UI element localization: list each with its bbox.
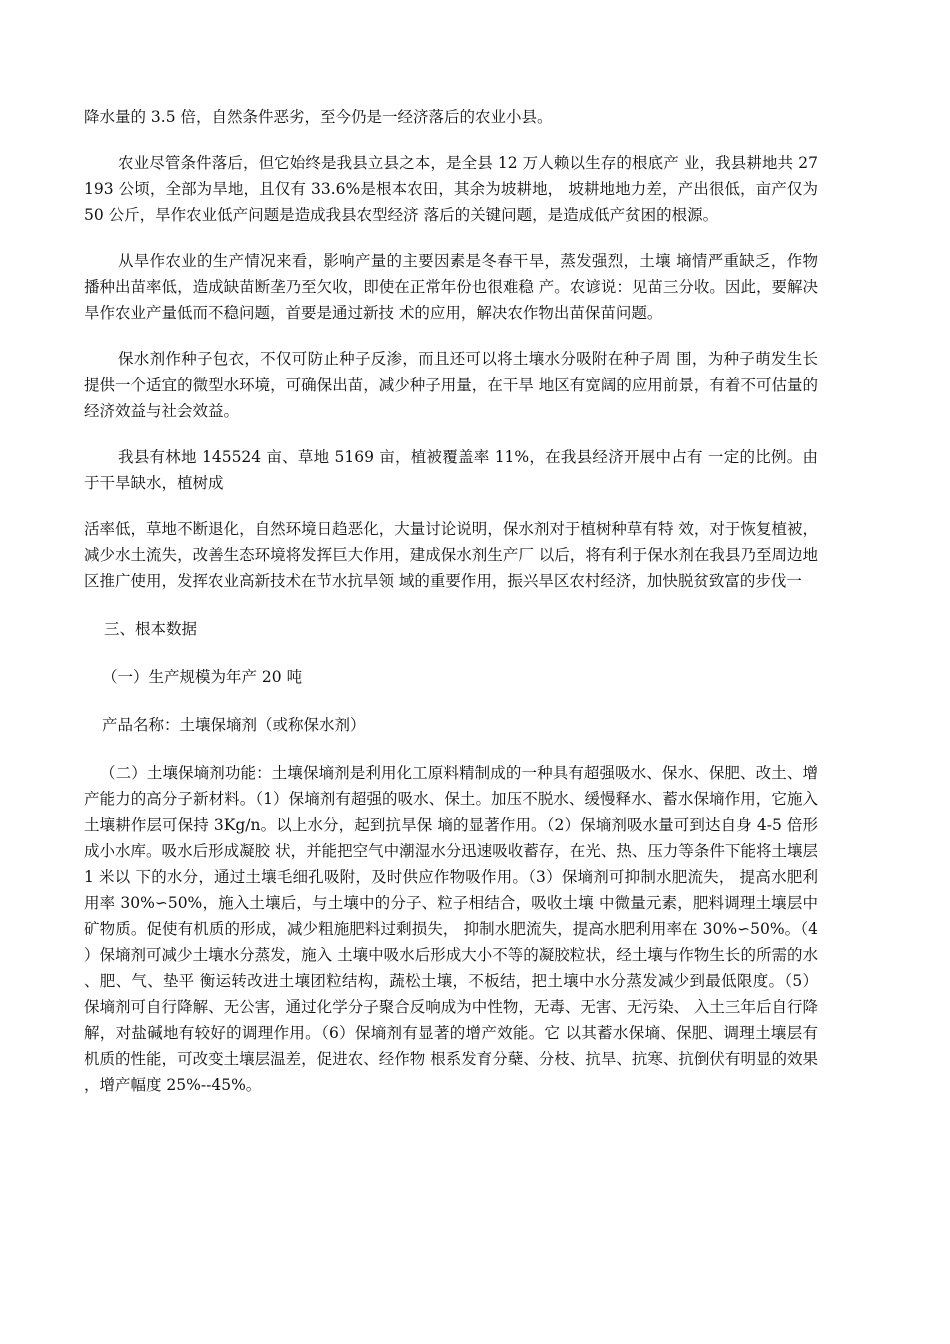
paragraph-rainfall: 降水量的 3.5 倍，自然条件恶劣，至今仍是一经济落后的农业小县。 bbox=[84, 108, 553, 126]
production-scale: （一）生产规模为年产 20 吨 bbox=[102, 668, 303, 686]
paragraph-drought-farming: 从旱作农业的生产情况来看，影响产量的主要因素是冬春干旱，蒸发强烈，土壤 墒情严重缺乏，作物播种出苗率低，造成缺苗断垄乃至欠收，即使在正常年份也很难稳 产。农谚说：见苗三分收。因此，要解决旱作农业产量低而不稳问题，首要是通过新技 术的应用，解决农作物出苗保苗问题。 bbox=[84, 252, 818, 322]
paragraph-seed-coating: 保水剂作种子包衣，不仅可防止种子反渗，而且还可以将土壤水分吸附在种子周 围，为种子萌发生长提供一个适宜的微型水环境，可确保出苗，减少种子用量，在干旱 地区有宽阔的应用前景，有着不可估量的经济效益与社会效益。 bbox=[84, 350, 818, 420]
paragraph-forest-land: 我县有林地 145524 亩、草地 5169 亩，植被覆盖率 11%，在我县经济开展中占有 一定的比例。由于干旱缺水，植树成 bbox=[84, 448, 818, 492]
section-heading-basic-data: 三、根本数据 bbox=[104, 620, 198, 638]
paragraph-agriculture: 农业尽管条件落后，但它始终是我县立县之本，是全县 12 万人赖以生存的根底产 业，我县耕地共 27193 公顷，全部为旱地，且仅有 33.6%是根本农田，其余为坡耕地， 坡耕地地力差，产出很低，亩产仅为 50 公斤，旱作农业低产问题是造成我县农型经济 落后的关键问题，是造成低产贫困的根源。 bbox=[84, 154, 818, 224]
paragraph-survival-rate: 活率低，草地不断退化，自然环境日趋恶化，大量讨论说明，保水剂对于植树种草有特 效，对于恢复植被，减少水土流失，改善生态环境将发挥巨大作用，建成保水剂生产厂 以后，将有利于保水剂在我县乃至周边地区推广使用，发挥农业高新技术在节水抗旱领 域的重要作用，振兴旱区农村经济，加快脱贫致富的步伐一 bbox=[84, 520, 818, 590]
document-page bbox=[84, 104, 818, 1098]
product-name: 产品名称：土壤保墒剂（或称保水剂） bbox=[102, 716, 366, 734]
paragraph-product-functions: （二）土壤保墒剂功能：土壤保墒剂是利用化工原料精制成的一种具有超强吸水、保水、保肥、改土、增产能力的高分子新材料。（1）保墒剂有超强的吸水、保土。加压不脱水、缓慢释水、蓄水保墒作用，它施入土壤耕作层可保持 3Kg/n。以上水分，起到抗旱保 墒的显著作用。（2）保墒剂吸水量可到达自身 4-5 倍形成小水库。吸水后形成凝胶 状，并能把空气中潮湿水分迅速吸收蓄存，在光、热、压力等条件下能将土壤层 1 米以 下的水分，通过土壤毛细孔吸附，及时供应作物吸作用。（3）保墒剂可抑制水肥流失， 提高水肥利用率 30%∽50%，施入土壤后，与土壤中的分子、粒子相结合，吸收土壤 中微量元素，肥料调理土壤层中矿物质。促使有机质的形成，减少粗施肥料过剩损失， 抑制水肥流失，提高水肥利用率在 30%∽50%。（4）保墒剂可减少土壤水分蒸发，施入 土壤中吸水后形成大小不等的凝胶粒状，经土壤与作物生长的所需的水、肥、气、垫平 衡运转改进土壤团粒结构，蔬松土壤，不板结，把土壤中水分蒸发减少到最低限度。（5） 保墒剂可自行降解、无公害，通过化学分子聚合反响成为中性物，无毒、无害、无污染、 入土三年后自行降解，对盐碱地有较好的调理作用。（6）保墒剂有显著的增产效能。它 以其蓄水保墒、保肥、调理土壤层有机质的性能，可改变土壤层温差，促进农、经作物 根系发育分蘖、分枝、抗旱、抗寒、抗倒伏有明显的效果，增产幅度 25%--45%。 bbox=[84, 764, 818, 1094]
